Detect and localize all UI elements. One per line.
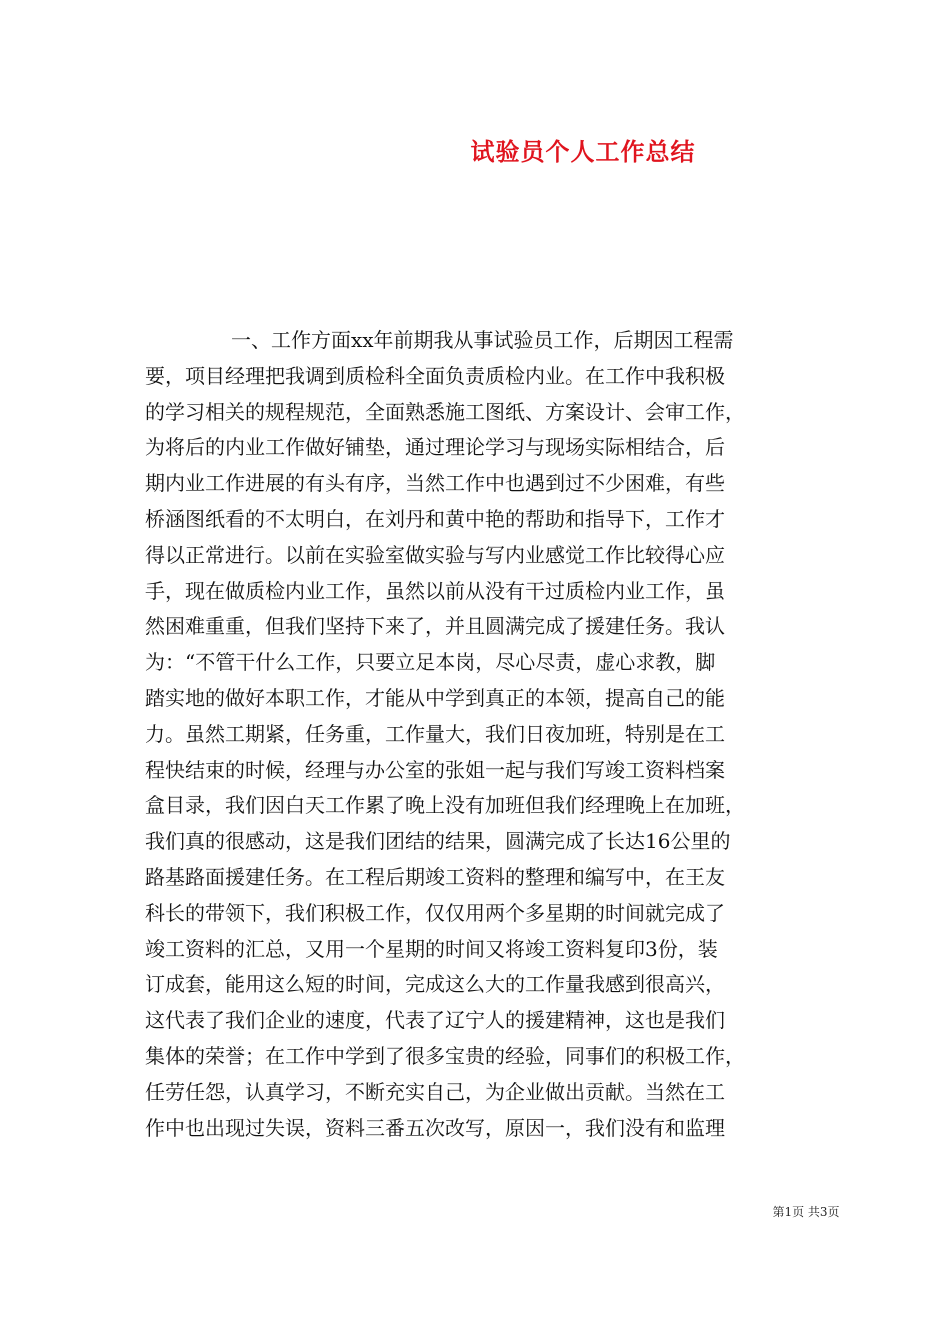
body-line: 一、工作方面xx年前期我从事试验员工作，后期因工程需 (231, 328, 734, 352)
body-line: 任劳任怨，认真学习，不断充实自己，为企业做出贡献。当然在工 (145, 1079, 725, 1104)
body-line: 路基路面援建任务。在工程后期竣工资料的整理和编写中，在王友 (145, 864, 725, 889)
body-line: 得以正常进行。以前在实验室做实验与写内业感觉工作比较得心应 (145, 542, 725, 567)
body-line: 我们真的很感动，这是我们团结的结果，圆满完成了长达16公里的 (145, 829, 731, 854)
body-line: 科长的带领下，我们积极工作，仅仅用两个多星期的时间就完成了 (145, 900, 725, 925)
body-line: 的学习相关的规程规范，全面熟悉施工图纸、方案设计、会审工作， (145, 399, 745, 424)
body-line: 订成套，能用这么短的时间，完成这么大的工作量我感到很高兴， (145, 972, 725, 997)
body-line: 作中也出现过失误，资料三番五次改写，原因一，我们没有和监理 (145, 1115, 725, 1140)
body-line: 为：“不管干什么工作，只要立足本岗，尽心尽责，虚心求教，脚 (145, 650, 716, 675)
body-line: 桥涵图纸看的不太明白，在刘丹和黄中艳的帮助和指导下，工作才 (145, 506, 725, 531)
body-line: 盒目录，我们因白天工作累了晚上没有加班但我们经理晚上在加班， (145, 793, 745, 818)
body-line: 手，现在做质检内业工作，虽然以前从没有干过质检内业工作，虽 (145, 578, 725, 603)
body-line: 期内业工作进展的有头有序，当然工作中也遇到过不少困难，有些 (145, 471, 725, 496)
body-line: 力。虽然工期紧，任务重，工作量大，我们日夜加班，特别是在工 (145, 721, 725, 746)
body-line: 然困难重重，但我们坚持下来了，并且圆满完成了援建任务。我认 (145, 614, 725, 639)
document-body (145, 323, 807, 1146)
body-line: 为将后的内业工作做好铺垫，通过理论学习与现场实际相结合，后 (145, 435, 725, 460)
body-line: 程快结束的时候，经理与办公室的张姐一起与我们写竣工资料档案 (145, 757, 725, 782)
document-title: 试验员个人工作总结 (470, 137, 696, 166)
body-line: 踏实地的做好本职工作，才能从中学到真正的本领，提高自己的能 (145, 685, 725, 710)
body-line: 要，项目经理把我调到质检科全面负责质检内业。在工作中我积极 (145, 363, 725, 388)
body-line: 集体的荣誉；在工作中学到了很多宝贵的经验，同事们的积极工作， (145, 1043, 745, 1068)
body-line: 这代表了我们企业的速度，代表了辽宁人的援建精神，这也是我们 (145, 1008, 725, 1033)
body-line: 竣工资料的汇总，又用一个星期的时间又将竣工资料复印3份，装 (145, 936, 718, 961)
page-number-footer: 第1页 共3页 (772, 1205, 840, 1219)
